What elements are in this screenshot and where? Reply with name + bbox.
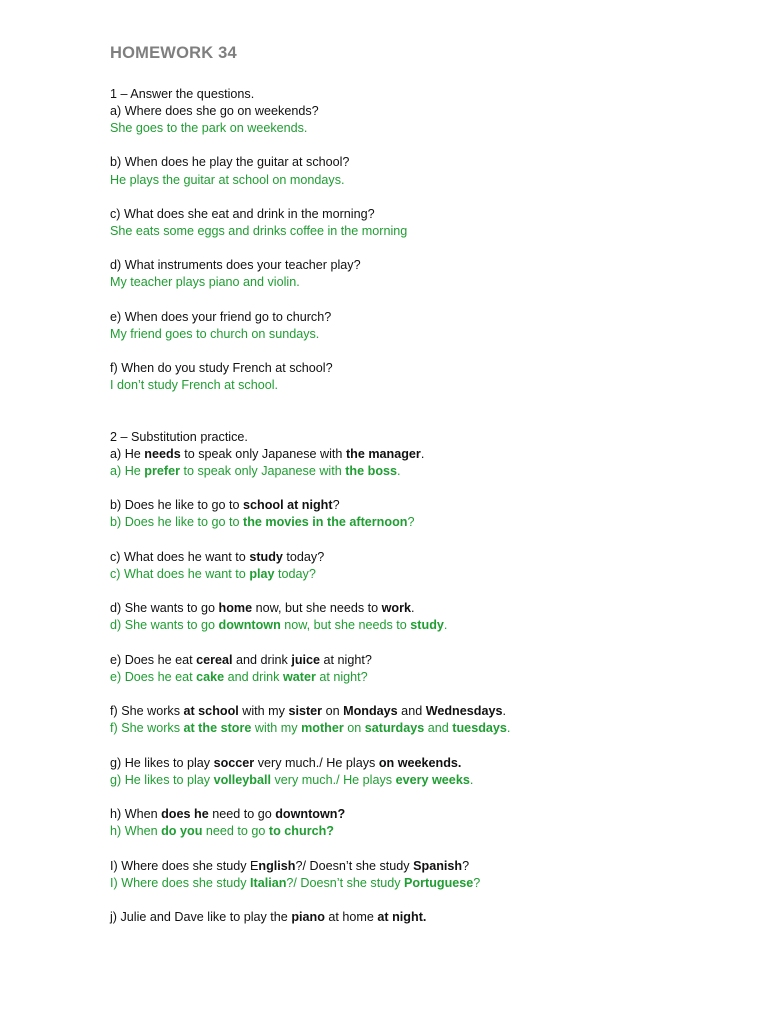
practice-a-answer (110, 463, 401, 480)
practice-f-answer (110, 720, 510, 737)
text-segment: at home (324, 910, 378, 924)
emphasized-text: Italian (250, 876, 287, 890)
emphasized-text: prefer (144, 464, 180, 478)
practice-h-answer (110, 823, 334, 840)
emphasized-text: school at night (243, 498, 333, 512)
text-segment: f) She works (110, 721, 184, 735)
section2-heading: 2 – Substitution practice. (110, 430, 248, 444)
emphasized-text: to church? (268, 824, 334, 838)
practice-i-answer (110, 875, 480, 892)
practice-j-prompt (110, 909, 426, 926)
text-segment: . (469, 773, 474, 787)
emphasized-text: soccer (213, 756, 255, 770)
text-segment: and (424, 721, 453, 735)
question-d: d) What instruments does your teacher play? (110, 258, 361, 272)
practice-g-prompt (110, 755, 461, 772)
text-segment: ? (407, 515, 415, 529)
question-a: a) Where does she go on weekends? (110, 104, 319, 118)
text-segment: and drink (224, 670, 283, 684)
text-segment: h) When (110, 807, 162, 821)
emphasized-text: downtown (218, 618, 281, 632)
text-segment: to speak only Japanese with (180, 464, 346, 478)
emphasized-text: work (381, 601, 412, 615)
emphasized-text: Spanish (413, 859, 463, 873)
emphasized-text: play (249, 567, 275, 581)
text-segment: need to go (202, 824, 269, 838)
emphasized-text: the boss (345, 464, 398, 478)
text-segment: ?/ Doesn’t she study (295, 859, 414, 873)
text-segment: today? (274, 567, 316, 581)
text-segment: on (343, 721, 365, 735)
text-segment: very much./ He plays (254, 756, 379, 770)
answer-c: She eats some eggs and drinks coffee in the morning (110, 224, 408, 238)
emphasized-text: at night. (377, 910, 427, 924)
text-segment: b) Does he like to go to (110, 498, 244, 512)
text-segment: ? (462, 859, 470, 873)
emphasized-text: tuesdays (452, 721, 507, 735)
text-segment: j) Julie and Dave like to play the (110, 910, 292, 924)
text-segment: a) He (110, 447, 145, 461)
text-segment: d) She wants to go (110, 601, 219, 615)
text-segment: b) Does he like to go to (110, 515, 244, 529)
emphasized-text: study (249, 550, 283, 564)
emphasized-text: juice (291, 653, 321, 667)
question-b: b) When does he play the guitar at school? (110, 155, 350, 169)
text-segment: . (420, 447, 425, 461)
emphasized-text: home (218, 601, 253, 615)
emphasized-text: cake (196, 670, 225, 684)
text-segment: . (443, 618, 448, 632)
practice-f-prompt (110, 703, 506, 720)
answer-e: My friend goes to church on sundays. (110, 327, 320, 341)
text-segment: . (397, 464, 401, 478)
text-segment: today? (282, 550, 325, 564)
text-segment: ?/ Doesn’t she study (286, 876, 405, 890)
text-segment: . (411, 601, 415, 615)
practice-c-prompt (110, 549, 324, 566)
text-segment: at night? (320, 653, 372, 667)
answer-f: I don’t study French at school. (110, 378, 279, 392)
text-segment: and (397, 704, 426, 718)
text-segment: e) Does he eat (110, 653, 197, 667)
text-segment: g) He likes to play (110, 773, 214, 787)
text-segment: need to go (208, 807, 276, 821)
emphasized-text: every weeks (395, 773, 470, 787)
emphasized-text: do you (161, 824, 203, 838)
question-c: c) What does she eat and drink in the morning? (110, 207, 375, 221)
text-segment: d) She wants to go (110, 618, 219, 632)
practice-d-prompt (110, 600, 415, 617)
answer-d: My teacher plays piano and violin. (110, 275, 300, 289)
practice-b-prompt (110, 497, 340, 514)
emphasized-text: on weekends. (378, 756, 462, 770)
text-segment: at night? (315, 670, 368, 684)
section1-heading: 1 – Answer the questions. (110, 87, 255, 101)
text-segment: on (322, 704, 344, 718)
text-segment: ? (332, 498, 340, 512)
page-title: HOMEWORK 34 (110, 44, 237, 62)
text-segment: . (502, 704, 506, 718)
emphasized-text: the manager (345, 447, 421, 461)
text-segment: g) He likes to play (110, 756, 214, 770)
emphasized-text: nglish (258, 859, 296, 873)
text-segment: c) What does he want to (110, 567, 250, 581)
question-e: e) When does your friend go to church? (110, 310, 332, 324)
practice-e-answer (110, 669, 368, 686)
text-segment: f) She works (110, 704, 184, 718)
practice-d-answer (110, 617, 447, 634)
emphasized-text: Wednesdays (425, 704, 503, 718)
text-segment: with my (251, 721, 302, 735)
emphasized-text: volleyball (213, 773, 271, 787)
practice-g-answer (110, 772, 473, 789)
emphasized-text: mother (301, 721, 344, 735)
text-segment: c) What does he want to (110, 550, 250, 564)
emphasized-text: Mondays (343, 704, 398, 718)
text-segment: and drink (232, 653, 292, 667)
text-segment: e) Does he eat (110, 670, 197, 684)
text-segment: h) When (110, 824, 162, 838)
question-f: f) When do you study French at school? (110, 361, 333, 375)
emphasized-text: the movies in the afternoon (243, 515, 408, 529)
emphasized-text: cereal (196, 653, 233, 667)
emphasized-text: downtown? (275, 807, 346, 821)
emphasized-text: does he (161, 807, 209, 821)
text-segment: I) Where does she study E (110, 859, 259, 873)
emphasized-text: needs (144, 447, 181, 461)
emphasized-text: study (410, 618, 444, 632)
answer-a: She goes to the park on weekends. (110, 121, 308, 135)
emphasized-text: saturdays (364, 721, 425, 735)
practice-e-prompt (110, 652, 372, 669)
practice-c-answer (110, 566, 316, 583)
text-segment: ? (473, 876, 481, 890)
practice-i-prompt (110, 858, 469, 875)
practice-b-answer (110, 514, 414, 531)
emphasized-text: Portuguese (404, 876, 474, 890)
text-segment: very much./ He plays (271, 773, 396, 787)
text-segment: I) Where does she study (110, 876, 250, 890)
emphasized-text: water (282, 670, 316, 684)
emphasized-text: sister (288, 704, 323, 718)
answer-b: He plays the guitar at school on mondays. (110, 173, 345, 187)
emphasized-text: piano (291, 910, 325, 924)
emphasized-text: at the store (183, 721, 252, 735)
text-segment: now, but she needs to (252, 601, 382, 615)
practice-a-prompt (110, 446, 424, 463)
text-segment: . (506, 721, 511, 735)
emphasized-text: at school (183, 704, 239, 718)
practice-h-prompt (110, 806, 345, 823)
text-segment: now, but she needs to (280, 618, 411, 632)
text-segment: with my (238, 704, 289, 718)
text-segment: a) He (110, 464, 145, 478)
text-segment: to speak only Japanese with (180, 447, 346, 461)
